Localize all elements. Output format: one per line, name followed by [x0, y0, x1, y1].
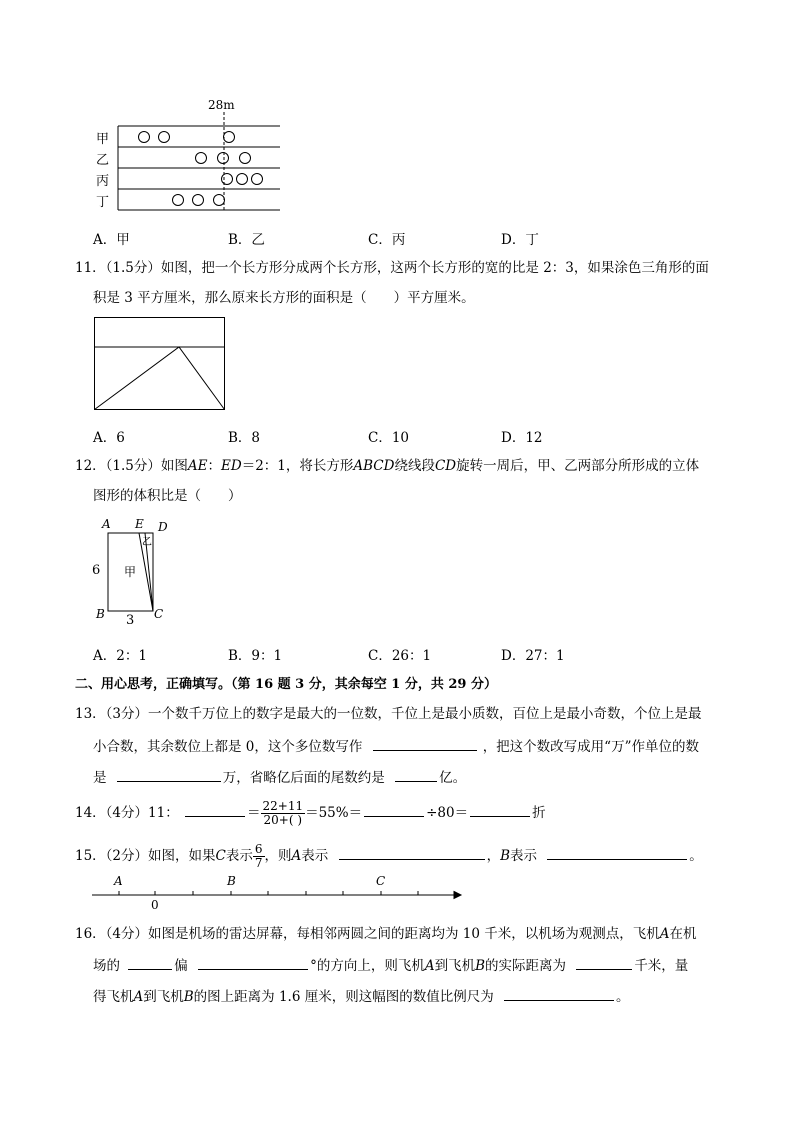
q11-text-line2: 积是 3 平方厘米，那么原来长方形的面积是（ ）平方厘米。 — [93, 290, 475, 306]
q16-seg-3c: 到飞机 — [143, 989, 184, 1005]
race-position-figure — [90, 96, 290, 216]
q12-seg-e: ＝2：1，将长方形 — [241, 458, 354, 474]
q15-seg-c: ，则 — [264, 848, 292, 864]
q13-seg-c: 是 — [93, 770, 107, 786]
q15-seg-a: 15．（2分）如图，如果 — [75, 848, 216, 864]
q12-option-b[interactable]: B．9：1 — [228, 648, 283, 664]
q16-answer-blank-3[interactable] — [576, 955, 632, 970]
q15-seg-d: 表示 — [301, 848, 329, 864]
row-label-jia: 甲 — [96, 132, 110, 147]
q15-fraction — [253, 843, 265, 870]
q13-seg-d: 万，省略亿后面的尾数约是 — [222, 770, 385, 786]
q16-seg-2f: B — [475, 958, 486, 974]
q15-fraction-numerator: 6 — [254, 842, 263, 856]
q16-answer-blank-1[interactable] — [128, 955, 172, 970]
row-label-yi: 乙 — [96, 153, 110, 168]
row-label-bing: 丙 — [96, 174, 110, 189]
q12-text-line1 — [75, 456, 699, 476]
q12-option-a[interactable]: A．2：1 — [93, 648, 147, 664]
q16-seg-2e: 到飞机 — [434, 958, 476, 974]
q13-answer-blank-1[interactable] — [373, 736, 477, 751]
q12-seg-a: 12．（1.5分）如图 — [75, 458, 188, 474]
section-heading: 二、用心思考，正确填写。（第 16 题 3 分，其余每空 1 分，共 29 分） — [75, 677, 497, 692]
label-E: E — [135, 517, 144, 531]
label-bottom-3: 3 — [126, 613, 135, 628]
label-jia: 甲 — [124, 565, 137, 579]
q15-seg-f: 表示 — [509, 848, 537, 864]
q16-seg-2d: A — [424, 958, 435, 974]
q14-fraction — [261, 800, 306, 827]
q11-option-d[interactable]: D．12 — [501, 430, 543, 446]
q15-seg-g: 。 — [689, 848, 703, 864]
q16-seg-2h: 千米，量 — [634, 958, 689, 974]
q12-option-d[interactable]: D．27：1 — [501, 648, 565, 664]
q11-option-a[interactable]: A．6 — [93, 430, 125, 446]
q13-text-line2 — [93, 736, 699, 757]
q14-fraction-denominator: 20+( ) — [263, 813, 303, 827]
q15-fraction-denominator: 7 — [254, 856, 263, 870]
q16-seg-3d: B — [183, 989, 194, 1005]
q12-seg-h: CD — [434, 458, 457, 474]
label-D: D — [158, 520, 168, 534]
q14-equation — [75, 800, 546, 827]
q16-seg-1b: A — [659, 926, 670, 942]
number-line-label-zero: 0 — [151, 898, 159, 912]
q12-seg-f: ABCD — [353, 458, 395, 474]
q14-answer-blank-2[interactable] — [364, 802, 424, 817]
q16-seg-1a: 16．（4分）如图是机场的雷达屏幕，每相邻两圆之间的距离均为 10 千米，以机场为观测点，飞机 — [75, 926, 660, 942]
label-B: B — [96, 607, 105, 621]
q14-answer-blank-1[interactable] — [185, 802, 245, 817]
q10-option-c[interactable]: C．丙 — [368, 232, 406, 248]
distance-marker-label: 28m — [208, 98, 235, 112]
q12-seg-d: ED — [221, 458, 242, 474]
number-line-figure — [88, 874, 468, 914]
q11-option-b[interactable]: B．8 — [228, 430, 261, 446]
q14-div: ÷80＝ — [426, 805, 469, 821]
number-line-label-C: C — [376, 874, 386, 888]
rotation-rectangle-figure — [88, 515, 178, 630]
q16-text-line1 — [75, 924, 697, 944]
q16-answer-blank-2[interactable] — [198, 955, 308, 970]
label-side-6: 6 — [92, 563, 101, 578]
number-line-label-A: A — [114, 874, 123, 888]
q12-seg-c: ： — [207, 458, 222, 474]
q12-option-c[interactable]: C．26：1 — [368, 648, 432, 664]
q15-seg-A: A — [291, 848, 302, 864]
q16-seg-3a: 得飞机 — [93, 989, 134, 1005]
q15-text — [75, 843, 703, 870]
q12-seg-i: 旋转一周后，甲、乙两部分所形成的立体 — [456, 458, 700, 474]
q13-seg-e: 亿。 — [439, 770, 467, 786]
q10-option-d[interactable]: D．丁 — [501, 232, 539, 248]
q15-seg-B: B — [500, 848, 510, 864]
q16-seg-2g: 的实际距离为 — [485, 958, 567, 974]
label-C: C — [154, 607, 164, 621]
q12-seg-g: 绕线段 — [394, 458, 435, 474]
q13-answer-blank-2[interactable] — [117, 767, 221, 782]
rectangle-triangle-figure — [93, 316, 228, 412]
q16-seg-2a: 场的 — [93, 958, 120, 974]
q10-option-b[interactable]: B．乙 — [228, 232, 265, 248]
q13-answer-blank-3[interactable] — [395, 767, 437, 782]
q10-option-a[interactable]: A．甲 — [93, 232, 130, 248]
q16-seg-2b: 偏 — [174, 958, 188, 974]
q16-seg-1c: 在机 — [669, 926, 697, 942]
q16-seg-3f: 。 — [616, 989, 630, 1005]
q14-eq1: ＝ — [247, 805, 261, 821]
q16-answer-blank-4[interactable] — [504, 986, 614, 1001]
q16-seg-3e: 的图上距离为 1.6 厘米，则这幅图的数值比例尺为 — [193, 989, 494, 1005]
label-A: A — [102, 517, 111, 531]
q14-answer-blank-3[interactable] — [470, 802, 530, 817]
q15-seg-C: C — [215, 848, 226, 864]
q14-prefix: 14．（4分）11： — [75, 805, 179, 821]
q14-eq2: ＝55%＝ — [305, 805, 363, 821]
row-label-ding: 丁 — [96, 195, 110, 210]
q12-seg-b: AE — [187, 458, 208, 474]
q15-answer-blank-2[interactable] — [547, 845, 687, 860]
q14-suffix: 折 — [532, 805, 546, 821]
q16-seg-3b: A — [133, 989, 144, 1005]
q14-fraction-numerator: 22+11 — [262, 799, 304, 813]
q15-answer-blank-1[interactable] — [339, 845, 485, 860]
label-yi: 乙 — [142, 537, 152, 548]
q12-text-line2: 图形的体积比是（ ） — [93, 488, 242, 504]
q16-text-line2 — [93, 955, 688, 976]
q11-option-c[interactable]: C．10 — [368, 430, 410, 446]
q16-text-line3 — [93, 986, 630, 1007]
number-line-label-B: B — [227, 874, 236, 888]
q13-text-line1: 13．（3分）一个数千万位上的数字是最大的一位数，千位上是最小质数，百位上是最小奇数，个位上是最 — [75, 706, 702, 722]
q15-seg-b: 表示 — [225, 848, 253, 864]
q13-seg-a: 小合数，其余数位上都是 0，这个多位数写作 — [93, 739, 363, 755]
q16-seg-2c: °的方向上，则飞机 — [310, 958, 425, 974]
q13-seg-b: ，把这个数改写成用“万”作单位的数 — [482, 739, 699, 755]
q13-text-line3 — [93, 767, 466, 788]
q15-seg-e: ， — [486, 848, 501, 864]
q11-text-line1: 11．（1.5分）如图，把一个长方形分成两个长方形，这两个长方形的宽的比是 2：3，如果涂色三角形的面 — [75, 260, 709, 276]
